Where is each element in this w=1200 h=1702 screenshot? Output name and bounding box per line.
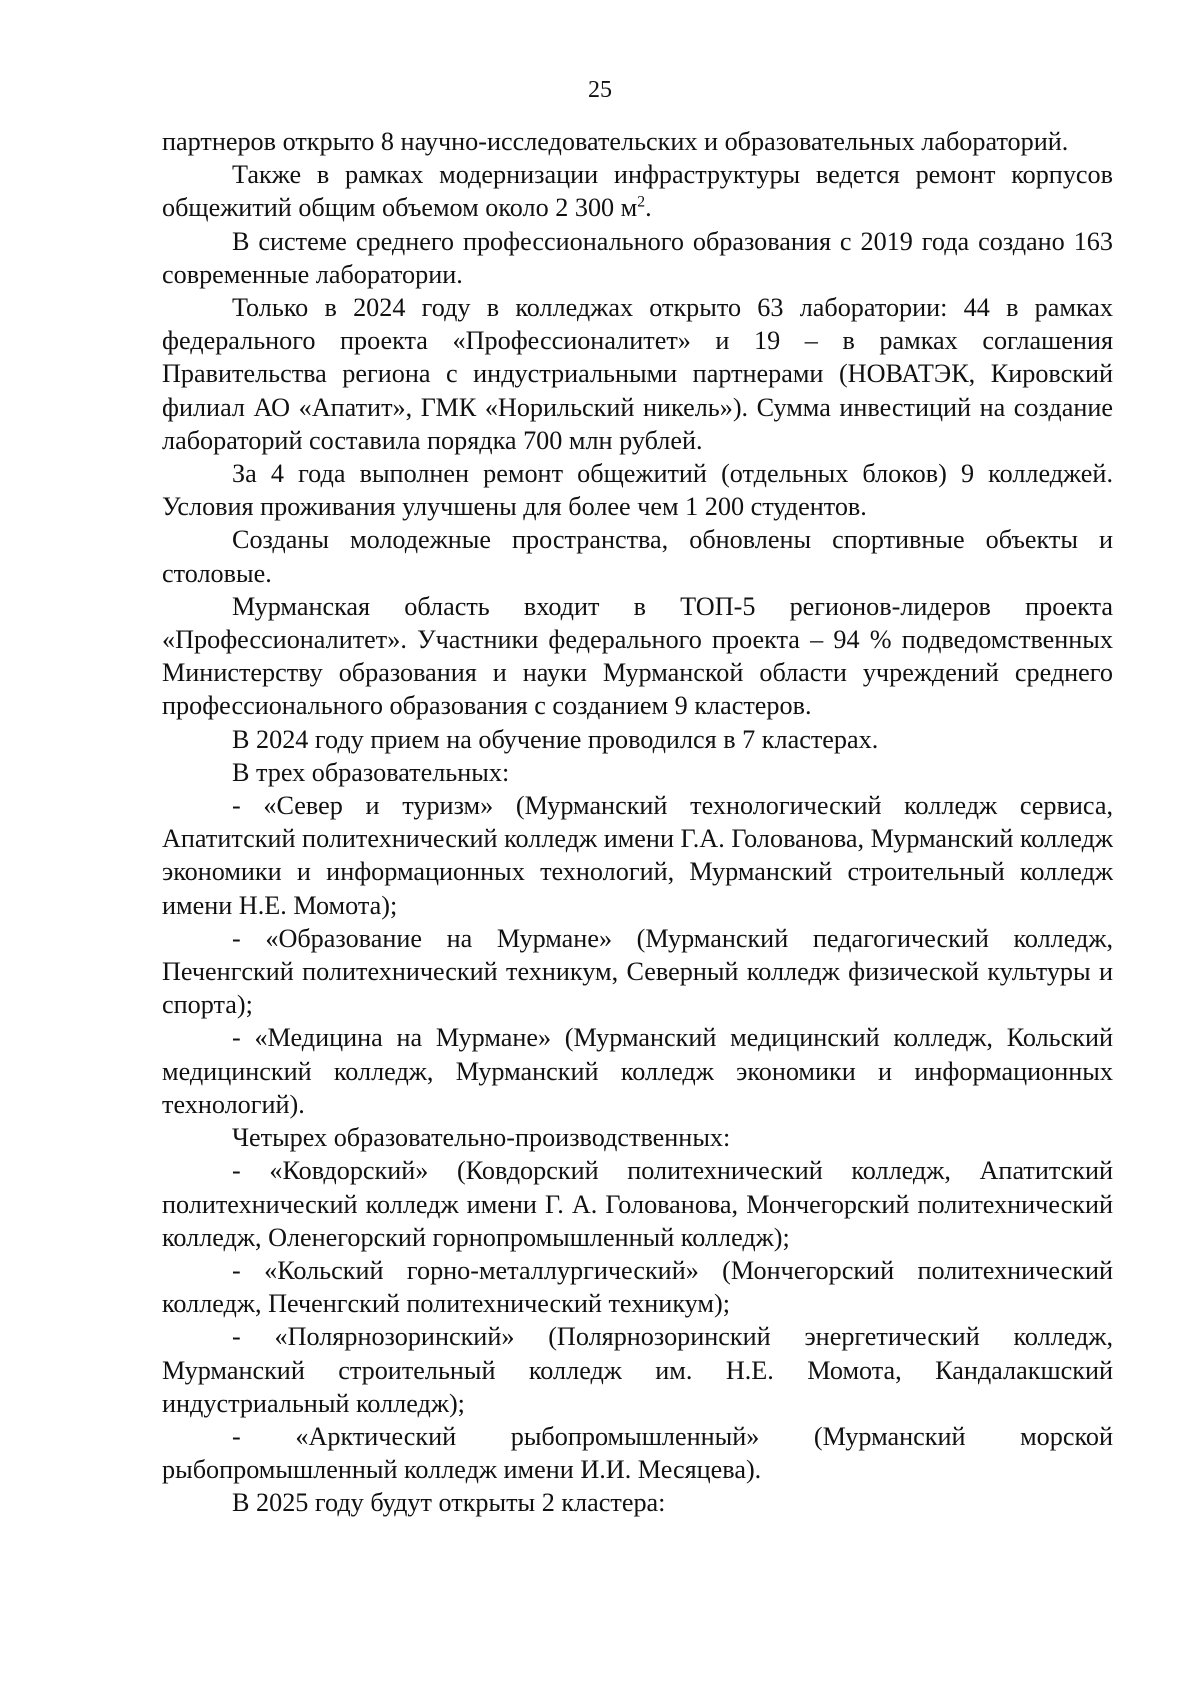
paragraph: За 4 года выполнен ремонт общежитий (отдельных блоков) 9 колледжей. Условия проживания улучшены для более чем 1 200 студентов. xyxy=(162,459,1113,522)
superscript: 2 xyxy=(637,193,646,211)
paragraph: Мурманская область входит в ТОП-5 регионов-лидеров проекта «Профессионалитет». Участники федерального проекта – 94 % подведомственных Министерству образования и науки Мурманской области учреждений среднего профессионального образования с созданием 9 кластеров. xyxy=(162,591,1113,721)
list-item: - «Полярнозоринский» (Полярнозоринский энергетический колледж, Мурманский строительный колледж им. Н.Е. Момота, Кандалакшский индустриальный колледж); xyxy=(162,1322,1113,1418)
paragraph: В 2025 году будут открыты 2 кластера: xyxy=(232,1488,666,1518)
paragraph: Только в 2024 году в колледжах открыто 63 лаборатории: 44 в рамках федерального проекта «Профессионалитет» и 19 – в рамках соглашения Правительства региона с индустриальными партнерами (НОВАТЭК, Кировский филиал АО «Апатит», ГМК «Норильский никель»). Сумма инвестиций на создание лабораторий составила порядка 700 млн рублей. xyxy=(162,293,1113,455)
list-item: - «Север и туризм» (Мурманский технологический колледж сервиса, Апатитский политехнический колледж имени Г.А. Голованова, Мурманский колледж экономики и информационных технологий, Мурманский строительный колледж имени Н.Е. Момота); xyxy=(162,791,1113,920)
paragraph: Четырех образовательно-производственных: xyxy=(232,1123,731,1153)
paragraph-text: Также в рамках модернизации инфраструктуры ведется ремонт корпусов общежитий общим объемом около 2 300 м xyxy=(162,160,1113,223)
paragraph: Созданы молодежные пространства, обновлены спортивные объекты и столовые. xyxy=(162,525,1113,588)
list-item: - «Ковдорский» (Ковдорский политехнический колледж, Апатитский политехнический колледж имени Г. А. Голованова, Мончегорский политехнический колледж, Оленегорский горнопромышленный колледж); xyxy=(162,1156,1113,1252)
paragraph: партнеров открыто 8 научно-исследовательских и образовательных лабораторий. xyxy=(162,127,1069,156)
paragraph: В трех образовательных: xyxy=(232,757,510,787)
paragraph-tail: . xyxy=(645,193,652,223)
document-body xyxy=(162,125,1113,1520)
list-item: - «Медицина на Мурмане» (Мурманский медицинский колледж, Кольский медицинский колледж, Мурманский колледж экономики и информационных технологий). xyxy=(162,1023,1113,1119)
page-number: 25 xyxy=(588,77,612,103)
paragraph: В системе среднего профессионального образования с 2019 года создано 163 современные лаборатории. xyxy=(162,226,1113,289)
list-item: - «Кольский горно-металлургический» (Мончегорский политехнический колледж, Печенгский политехнический техникум); xyxy=(162,1255,1113,1319)
list-item: - «Образование на Мурмане» (Мурманский педагогический колледж, Печенгский политехнический техникум, Северный колледж физической культуры и спорта); xyxy=(162,923,1113,1020)
list-item: - «Арктический рыбопромышленный» (Мурманский морской рыбопромышленный колледж имени И.И. Месяцева). xyxy=(162,1421,1113,1485)
paragraph xyxy=(162,158,1113,224)
paragraph: В 2024 году прием на обучение проводился в 7 кластерах. xyxy=(232,724,879,754)
